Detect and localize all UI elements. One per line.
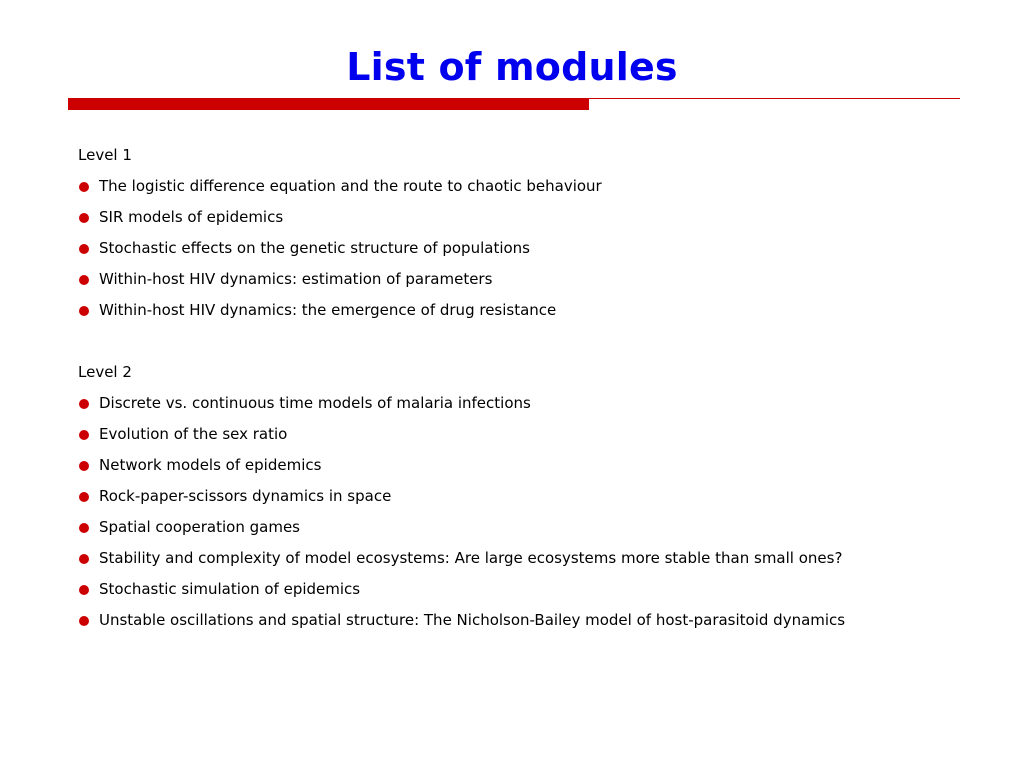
bullet-dot-icon (79, 399, 89, 409)
bullet-dot-icon (79, 182, 89, 192)
list-item (78, 481, 978, 512)
list-item (78, 605, 978, 636)
list-item-text: The logistic difference equation and the route to chaotic behaviour (99, 177, 602, 195)
list-item-text: Unstable oscillations and spatial structure: The Nicholson-Bailey model of host-parasitoid dynamics (99, 611, 846, 629)
list-item-text: SIR models of epidemics (99, 208, 284, 226)
list-item-text: Spatial cooperation games (99, 518, 300, 536)
list-item (78, 264, 978, 295)
bullet-dot-icon (79, 554, 89, 564)
bullet-dot-icon (79, 306, 89, 316)
title-underline-thin (589, 98, 960, 99)
list-item-text: Evolution of the sex ratio (99, 425, 288, 443)
list-item (78, 543, 978, 574)
section-spacer (78, 326, 978, 357)
list-item-text: Rock-paper-scissors dynamics in space (99, 487, 392, 505)
bullet-dot-icon (79, 492, 89, 502)
list-item (78, 202, 978, 233)
list-item (78, 450, 978, 481)
list-item-text: Within-host HIV dynamics: the emergence of drug resistance (99, 301, 557, 319)
list-item (78, 419, 978, 450)
list-item (78, 388, 978, 419)
level-2-section (78, 357, 978, 636)
bullet-dot-icon (79, 244, 89, 254)
level-1-section (78, 140, 978, 326)
list-item (78, 574, 978, 605)
module-list (78, 140, 978, 636)
list-item-text: Within-host HIV dynamics: estimation of parameters (99, 270, 493, 288)
bullet-dot-icon (79, 616, 89, 626)
list-item-text: Stochastic simulation of epidemics (99, 580, 361, 598)
bullet-dot-icon (79, 523, 89, 533)
level-1-list (78, 171, 978, 326)
slide-title: List of modules (346, 45, 678, 89)
level-1-heading: Level 1 (78, 146, 132, 164)
level-2-heading: Level 2 (78, 363, 132, 381)
bullet-dot-icon (79, 461, 89, 471)
bullet-dot-icon (79, 430, 89, 440)
list-item (78, 233, 978, 264)
bullet-dot-icon (79, 213, 89, 223)
bullet-dot-icon (79, 585, 89, 595)
list-item (78, 171, 978, 202)
list-item-text: Stability and complexity of model ecosystems: Are large ecosystems more stable than small ones? (99, 549, 843, 567)
list-item-text: Stochastic effects on the genetic structure of populations (99, 239, 530, 257)
bullet-dot-icon (79, 275, 89, 285)
title-underline-thick (68, 98, 589, 110)
list-item-text: Discrete vs. continuous time models of malaria infections (99, 394, 531, 412)
list-item-text: Network models of epidemics (99, 456, 322, 474)
level-2-list (78, 388, 978, 636)
list-item (78, 295, 978, 326)
list-item (78, 512, 978, 543)
